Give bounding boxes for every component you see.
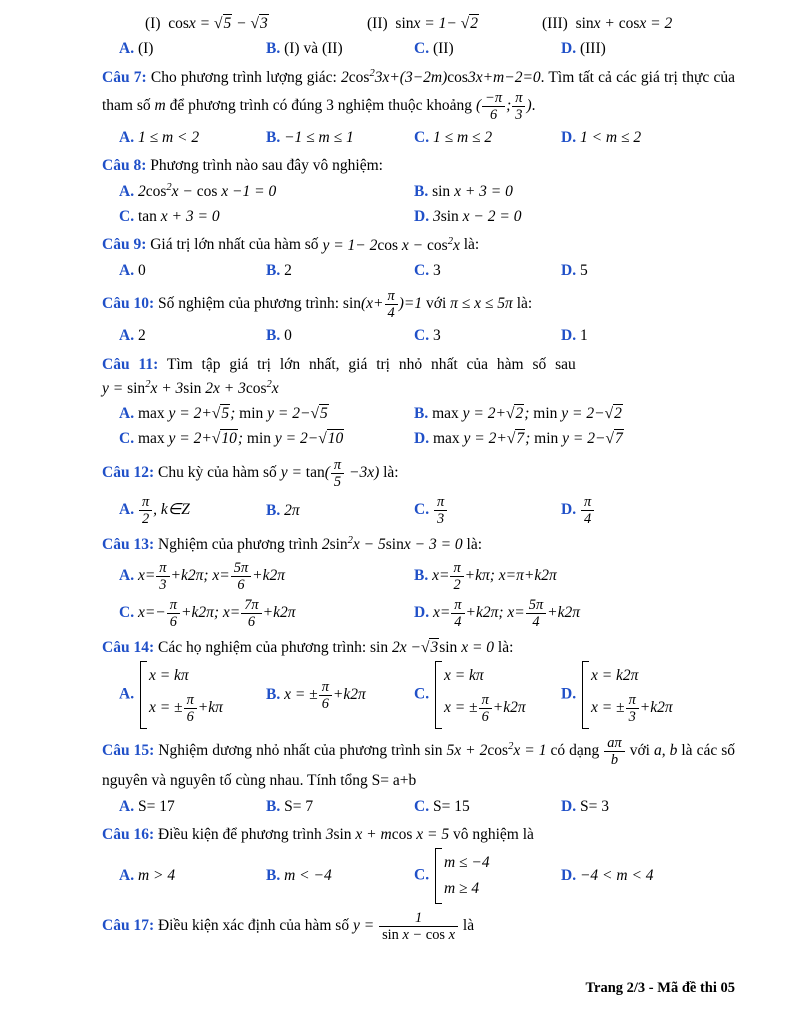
answer-option: [266, 125, 414, 150]
option-letter: D.: [414, 604, 430, 622]
option-letter: A.: [119, 566, 135, 584]
question-number: Câu 13:: [102, 536, 155, 554]
answer-option: [561, 863, 735, 888]
option-letter: C.: [414, 327, 430, 345]
options-row: [102, 36, 735, 61]
option-math: max y = 2+√2; min y = 2−√2: [432, 405, 622, 423]
option-letter: D.: [561, 261, 577, 279]
question-block: [102, 456, 735, 530]
math-expression: a: [653, 742, 662, 760]
option-math: $2\cos^2x - \cos x -1 = 0$: [137, 181, 277, 200]
options-row: [102, 794, 735, 819]
case-line: x = ± $\frac{\pi}{6}$ +kπ: [148, 691, 223, 725]
fraction: $\frac{1}{\text{sin x − cos x}}$: [379, 910, 458, 943]
answer-option: [561, 258, 735, 283]
fraction: $\frac{\pi}{3}$: [156, 560, 169, 593]
answer-option: [561, 323, 735, 348]
case-line: x = ± $\frac{\pi}{3}$ +k2π: [590, 691, 673, 725]
answer-option: [119, 323, 266, 348]
answer-option: [561, 125, 735, 150]
question-number: Câu 14:: [102, 639, 155, 657]
option-letter: D.: [561, 501, 577, 519]
options-row: [102, 660, 735, 730]
answer-option: [119, 401, 414, 426]
option-letter: B.: [414, 182, 429, 200]
option-text: S= 17: [137, 797, 175, 815]
option-text: (II): [432, 40, 454, 58]
fraction: $\frac{\pi}{4}$: [385, 288, 398, 321]
math-expression: $\sin 5x + 2\cos^2x = 1$: [424, 741, 547, 760]
question-number: Câu 10:: [102, 295, 155, 313]
answer-option: [119, 125, 266, 150]
option-letter: C.: [414, 40, 430, 58]
question-stem: Câu 7: Cho phương trình lượng giác: $2\cos^23x+(3-2m)\cos 3x+m-2=0$. Tìm tất cả các giá trị thực của tham số m để phương trình có đúng 3 nghiệm thuộc khoảng ( $\frac{-\pi}{6}$ ; $\frac{\pi}{3}$ ).: [102, 67, 735, 124]
question-stem: Câu 14: Các họ nghiệm của phương trình: sin 2x −√3sin x = 0 là:: [102, 639, 514, 657]
question-stem: Câu 17: Điều kiện xác định của hàm số y = $\frac{1}{\text{sin x − cos x}}$ là: [102, 909, 475, 943]
answer-option: [119, 204, 414, 229]
options-row: [102, 125, 735, 150]
cases-bracket: [435, 661, 526, 729]
case-line: x = ± $\frac{\pi}{6}$ +k2π: [443, 691, 526, 725]
option-letter: B.: [266, 867, 281, 885]
answer-option: [561, 660, 735, 730]
options-row: [102, 258, 735, 283]
statement-item: [542, 12, 735, 35]
cases-bracket: [140, 661, 223, 729]
case-line: x = k2π: [590, 667, 639, 685]
option-text: 2: [137, 327, 146, 345]
question-stem: Câu 11: Tìm tập giá trị lớn nhất, giá trị nhỏ nhất của hàm số sau: [102, 355, 576, 373]
question-stem: Câu 10: Số nghiệm của phương trình: sin(x+ $\frac{\pi}{4}$ )=1 với π ≤ x ≤ 5π là:: [102, 288, 533, 322]
answer-option: [414, 36, 561, 61]
option-letter: C.: [119, 208, 135, 226]
option-math: −4 < m < 4: [579, 867, 654, 885]
option-letter: B.: [414, 566, 429, 584]
option-letter: A.: [119, 261, 135, 279]
math-expression: sinx + cosx = 2: [575, 15, 673, 32]
question-block: [102, 823, 735, 905]
question-block: [102, 66, 735, 151]
option-letter: A.: [119, 327, 135, 345]
sqrt-radical: √5: [310, 405, 328, 423]
question-number: Câu 7:: [102, 68, 147, 86]
sqrt-radical: √10: [211, 430, 237, 448]
option-letter: C.: [414, 501, 430, 519]
option-math: 2π: [284, 501, 300, 519]
answer-option: [561, 36, 735, 61]
case-line: m ≥ 4: [443, 880, 480, 898]
math-expression: sin 2x −√3sin x = 0: [370, 639, 495, 657]
math-expression: m: [154, 97, 166, 115]
question-stem: Câu 12: Chu kỳ của hàm số y = tan( $\frac{\pi}{5}$ −3x) là:: [102, 456, 399, 490]
option-letter: A.: [119, 685, 135, 703]
option-math: x=− $\frac{\pi}{6}$ +k2π; x= $\frac{7\pi}{6}$ +k2π: [137, 596, 296, 631]
option-letter: C.: [414, 685, 430, 703]
fraction: $\frac{\pi}{6}$: [319, 679, 332, 712]
statement-label: (I): [145, 15, 161, 32]
math-expression: sinx = 1− √2: [395, 15, 478, 32]
option-text: 3: [432, 261, 441, 279]
answer-option: [119, 258, 266, 283]
math-expression: sin(x+ $\frac{\pi}{4}$ )=1: [342, 288, 423, 322]
sqrt-radical: √3: [420, 639, 439, 657]
option-text: 1: [579, 327, 588, 345]
option-text: S= 15: [432, 797, 470, 815]
answer-option: [414, 401, 735, 426]
question-number: Câu 15:: [102, 742, 155, 760]
option-letter: D.: [414, 208, 430, 226]
math-expression: y = 1− 2cos $x - \cos^2x$: [322, 235, 460, 254]
fraction: $\frac{\pi}{6}$: [167, 597, 180, 630]
option-letter: D.: [561, 40, 577, 58]
sqrt-radical: √10: [318, 430, 344, 448]
option-letter: C.: [414, 129, 430, 147]
answer-option: [266, 677, 414, 714]
option-letter: C.: [414, 261, 430, 279]
option-letter: C.: [119, 604, 135, 622]
fraction: $\frac{\pi}{3}$: [512, 90, 525, 123]
answer-option: [414, 426, 735, 451]
question-block: [102, 353, 735, 452]
answer-option: [119, 179, 414, 204]
answer-option: [119, 660, 266, 730]
option-letter: B.: [266, 129, 281, 147]
option-math: [433, 493, 448, 528]
options-row: [102, 323, 735, 348]
sqrt-radical: √5: [211, 405, 230, 423]
option-letter: B.: [266, 261, 281, 279]
answer-option: [414, 125, 561, 150]
math-expression: $y = \sin^2x + 3\sin$ $2x + 3\cos^2x$: [102, 378, 279, 397]
fraction: $\frac{\pi}{4}$: [451, 597, 464, 630]
option-math: m < −4: [284, 867, 332, 885]
cases-bracket: [435, 848, 490, 904]
fraction: $\frac{\pi}{3}$: [434, 494, 447, 527]
questions-container: [102, 12, 735, 944]
option-letter: C.: [119, 430, 135, 448]
math-expression: y = $\frac{1}{\text{sin x − cos x}}$: [353, 917, 459, 934]
option-text: 0: [137, 261, 146, 279]
option-letter: A.: [119, 405, 135, 423]
option-letter: B.: [266, 327, 281, 345]
option-text: (III): [579, 40, 606, 58]
sqrt-radical: √5: [214, 15, 232, 32]
option-math: [580, 493, 595, 528]
option-letter: A.: [119, 797, 135, 815]
option-letter: D.: [561, 685, 577, 703]
statement-row: [102, 12, 735, 35]
answer-option: [119, 794, 266, 819]
answer-option: [414, 258, 561, 283]
sqrt-radical: √2: [505, 405, 524, 423]
question-block: [102, 533, 735, 632]
option-letter: A.: [119, 40, 135, 58]
option-letter: D.: [561, 867, 577, 885]
math-expression: [603, 735, 625, 769]
option-text: S= 3: [579, 797, 609, 815]
question-block: [102, 233, 735, 283]
sqrt-radical: √7: [605, 430, 623, 448]
option-math: −1 ≤ m ≤ 1: [284, 129, 354, 147]
fraction: $\frac{\pi}{6}$: [479, 692, 492, 725]
statement-label: (II): [367, 15, 388, 32]
answer-option: [119, 558, 414, 595]
question-number: Câu 8:: [102, 157, 147, 175]
question-stem: Câu 15: Nghiệm dương nhỏ nhất của phương trình $\sin 5x + 2\cos^2x = 1$ có dạng $\frac{a\pi}{b}$ với a, b là các số nguyên và nguyên tố cùng nhau. Tính tổng S= a+b: [102, 735, 735, 790]
option-letter: D.: [561, 327, 577, 345]
fraction: $\frac{\pi}{6}$: [184, 692, 197, 725]
statement-item: [145, 12, 367, 35]
option-letter: A.: [119, 129, 135, 147]
answer-option: [414, 595, 735, 632]
answer-option: [119, 595, 414, 632]
option-math: 3sin x − 2 = 0: [432, 208, 522, 226]
sqrt-radical: √2: [460, 15, 478, 32]
fraction: $\frac{\pi}{2}$: [450, 560, 463, 593]
answer-option: [561, 794, 735, 819]
option-math: tan x + 3 = 0: [137, 208, 220, 226]
question-number: Câu 12:: [102, 463, 155, 481]
page-footer: Trang 2/3 - Mã đề thi 05: [585, 980, 735, 997]
math-expression: $2\cos^23x+(3-2m)\cos 3x+m-2=0$: [341, 67, 541, 86]
answer-option: [414, 179, 735, 204]
sqrt-radical: √2: [604, 405, 622, 423]
case-line: x = kπ: [443, 667, 484, 685]
case-line: x = kπ: [148, 667, 189, 685]
option-letter: B.: [266, 797, 281, 815]
option-letter: B.: [414, 405, 429, 423]
option-math: sin x + 3 = 0: [432, 182, 513, 200]
math-expression: 3sin x + mcos x = 5: [325, 825, 450, 843]
options-row: [102, 847, 735, 905]
option-math: 1 < m ≤ 2: [579, 129, 642, 147]
math-expression: b: [669, 742, 678, 760]
question-block: [102, 287, 735, 349]
answer-option: [561, 492, 735, 529]
answer-option: [119, 426, 414, 451]
statement-label: (III): [542, 15, 568, 32]
option-math: 1 ≤ m ≤ 2: [432, 129, 493, 147]
answer-option: [266, 323, 414, 348]
option-letter: A.: [119, 501, 135, 519]
answer-option: [266, 794, 414, 819]
question-stem: Câu 16: Điều kiện để phương trình 3sin x + mcos x = 5 vô nghiệm là: [102, 825, 534, 843]
answer-option: [414, 323, 561, 348]
question-stem: Câu 8: Phương trình nào sau đây vô nghiệm:: [102, 157, 383, 175]
option-text: 3: [432, 327, 441, 345]
option-math: x= $\frac{\pi}{4}$ +k2π; x= $\frac{5\pi}{4}$ +k2π: [432, 596, 581, 631]
answer-option: [414, 847, 561, 905]
answer-option: [266, 863, 414, 888]
question-number: Câu 9:: [102, 236, 147, 254]
question-formula: [102, 377, 735, 400]
statement-item: [367, 12, 542, 35]
question-stem: Câu 13: Nghiệm của phương trình $2\sin^2x - 5\sin x - 3 = 0$ là:: [102, 535, 483, 554]
option-math: x= $\frac{\pi}{2}$ +kπ; x=π+k2π: [432, 559, 557, 593]
option-letter: A.: [119, 867, 135, 885]
option-text: 2: [284, 261, 292, 279]
option-math: m > 4: [137, 867, 176, 885]
fraction: $\frac{\pi}{5}$: [331, 457, 344, 490]
fraction: $\frac{5\pi}{4}$: [526, 597, 546, 630]
option-letter: A.: [119, 182, 135, 200]
fraction: $\frac{a\pi}{b}$: [604, 735, 624, 768]
sqrt-radical: √7: [506, 430, 525, 448]
fraction: $\frac{\pi}{2}$: [139, 494, 152, 527]
question-stem: Câu 9: Giá trị lớn nhất của hàm số y = 1− 2cos $x - \cos^2x$ là:: [102, 235, 480, 254]
sqrt-radical: √3: [250, 15, 268, 32]
case-line: m ≤ −4: [443, 854, 490, 872]
question-block: [102, 154, 735, 229]
options-row: [102, 401, 735, 452]
question-block: [102, 909, 735, 944]
question-number: Câu 16:: [102, 825, 155, 843]
answer-option: [414, 794, 561, 819]
fraction: $\frac{\pi}{4}$: [581, 494, 594, 527]
question-number: Câu 17:: [102, 916, 155, 934]
fraction: $\frac{\pi}{3}$: [626, 692, 639, 725]
option-letter: B.: [266, 40, 281, 58]
option-letter: C.: [414, 866, 430, 884]
question-number: Câu 11:: [102, 355, 159, 373]
options-row: [102, 492, 735, 529]
answer-option: [414, 492, 561, 529]
math-expression: y = tan( $\frac{\pi}{5}$ −3x): [280, 456, 380, 490]
fraction: $\frac{7\pi}{6}$: [241, 597, 261, 630]
math-expression: cosx = √5 − √3: [168, 15, 268, 32]
option-text: S= 7: [284, 797, 314, 815]
option-math: max y = 2+√10; min y = 2−√10: [137, 430, 344, 448]
option-text: (I) và (II): [284, 40, 343, 58]
option-text: 5: [579, 261, 588, 279]
option-math: x = ± $\frac{\pi}{6}$ +k2π: [284, 678, 366, 712]
options-row: [102, 179, 735, 230]
answer-option: [414, 660, 561, 730]
question-block: [102, 636, 735, 730]
option-math: max y = 2+√7; min y = 2−√7: [432, 430, 623, 448]
option-text: 0: [284, 327, 292, 345]
cases-bracket: [582, 661, 673, 729]
answer-option: [414, 204, 735, 229]
option-letter: D.: [561, 129, 577, 147]
math-expression: ( $\frac{-\pi}{6}$ ; $\frac{\pi}{3}$ ): [475, 89, 532, 124]
math-expression: $2\sin^2x - 5\sin x - 3 = 0$: [321, 535, 463, 554]
option-letter: B.: [266, 501, 281, 519]
option-letter: D.: [414, 430, 430, 448]
fraction: $\frac{5\pi}{6}$: [231, 560, 251, 593]
option-math: $\frac{\pi}{2}$ , k∈Z: [138, 501, 190, 518]
answer-option: [266, 258, 414, 283]
answer-option: [266, 36, 414, 61]
answer-option: [414, 558, 735, 595]
options-row: [102, 558, 735, 633]
answer-option: [119, 863, 266, 888]
option-math: 1 ≤ m < 2: [137, 129, 200, 147]
answer-option: [266, 498, 414, 523]
option-letter: C.: [414, 797, 430, 815]
option-letter: D.: [561, 797, 577, 815]
option-math: max y = 2+√5; min y = 2−√5: [137, 405, 328, 423]
option-text: (I): [137, 40, 154, 58]
question-block: [102, 734, 735, 819]
math-expression: π ≤ x ≤ 5π: [450, 295, 513, 313]
option-math: x= $\frac{\pi}{3}$ +k2π; x= $\frac{5\pi}{6}$ +k2π: [137, 559, 286, 593]
option-letter: B.: [266, 685, 281, 703]
fraction: $\frac{-\pi}{6}$: [482, 90, 505, 123]
answer-option: [119, 492, 266, 529]
answer-option: [119, 36, 266, 61]
